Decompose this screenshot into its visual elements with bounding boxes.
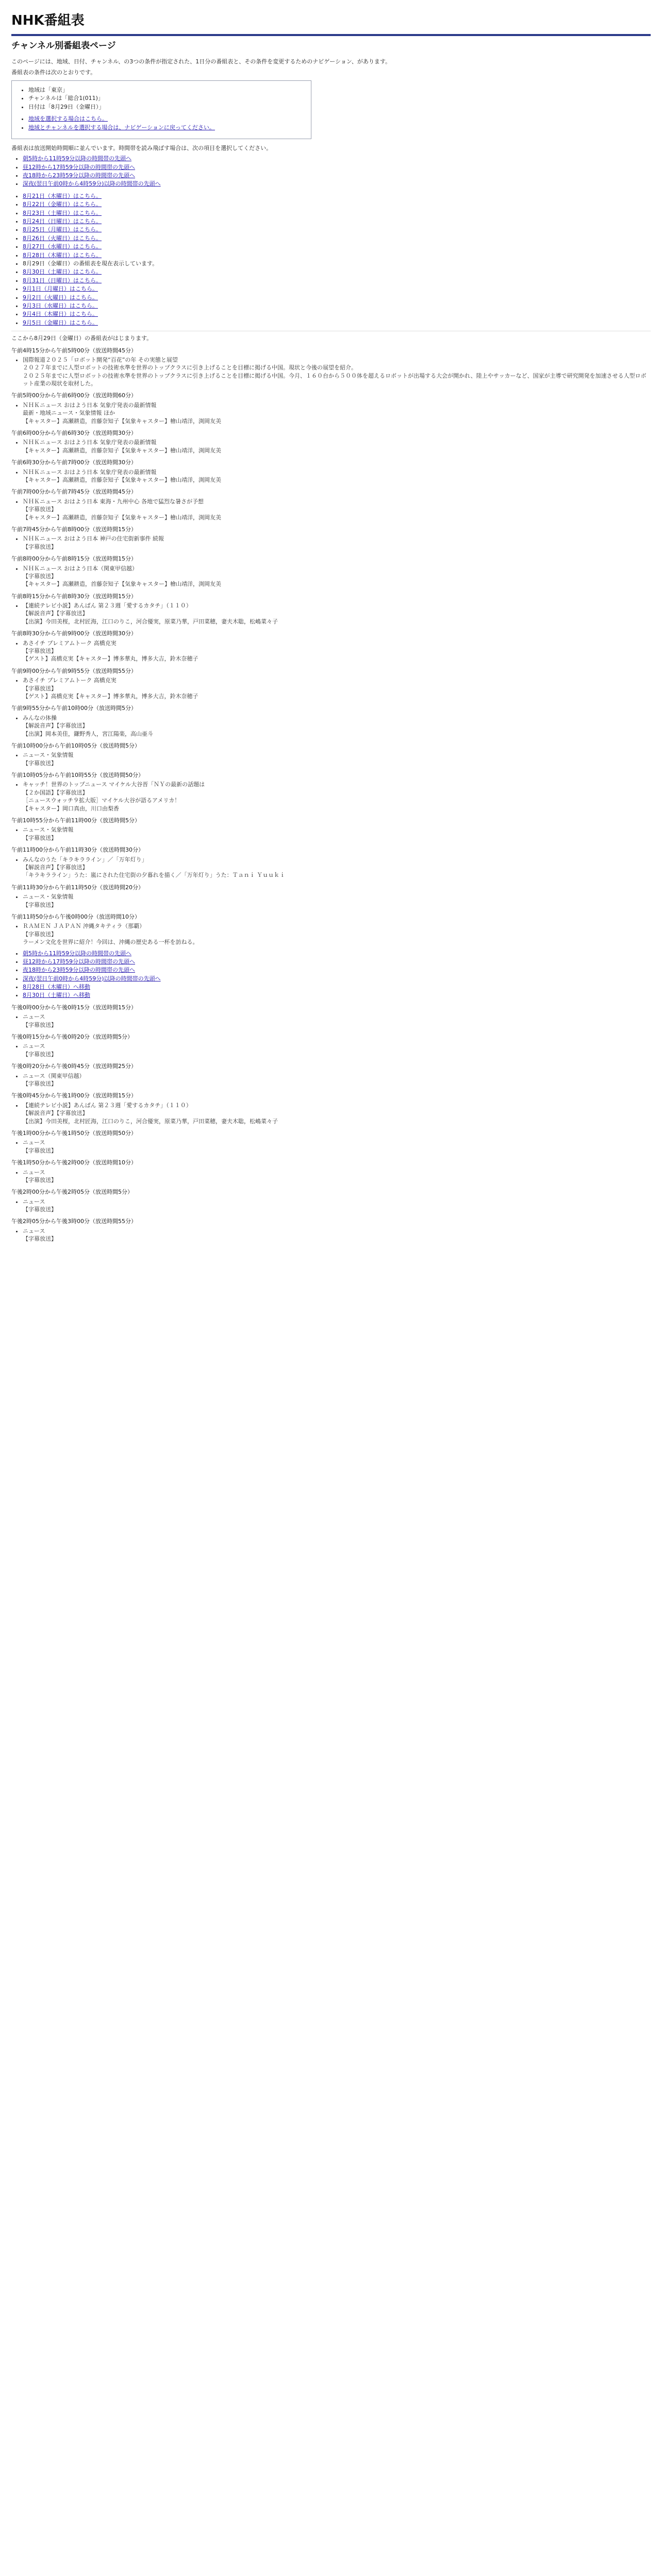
jump-evening-link[interactable]: 夜18時から23時59分以降の時間帯の先頭へ [23, 967, 135, 974]
program-detail [23, 1072, 651, 1088]
date-link[interactable]: 9月5日（金曜日）はこちら。 [23, 319, 98, 326]
program-description: 【字幕放送】 [23, 1206, 57, 1213]
program-detail-list [11, 1042, 651, 1058]
date-nav-item [23, 319, 651, 327]
program-time: 午前10時55分から午前11時00分（放送時間5分） [11, 817, 140, 824]
date-link[interactable]: 8月25日（月曜日）はこちら。 [23, 226, 102, 233]
page-title: NHK番組表 [11, 13, 85, 28]
program-description: ［ニュースウォッチ９拡大版］マイケル大谷が語るアメリカ！ [23, 797, 180, 804]
date-nav-item [23, 209, 651, 217]
program-description: 【字幕放送】 [23, 648, 57, 655]
program-title: • ＲＡＭＥＮ ＪＡＰＡＮ 沖縄タキティラ（那覇） [23, 923, 145, 930]
program-entry [11, 1217, 651, 1243]
current-date-label: 8月29日（金曜日）の番組表を現在表示しています。 [23, 260, 158, 267]
program-description: 【字幕放送】 [23, 834, 57, 841]
time-nav-list-bottom [11, 950, 651, 999]
date-nav-item [23, 192, 651, 200]
program-description: ２０２７年までに人型ロボットの技術水準を世界のトップクラスに引き上げることを目標に掲げる中国。現状と今後の展望を紹介。 [23, 364, 357, 371]
time-nav-item [23, 958, 651, 965]
date-nav-list [11, 192, 651, 327]
program-description: 【字幕放送】 [23, 1235, 57, 1243]
condition-link-item [28, 115, 306, 123]
date-nav-item [23, 200, 651, 208]
program-detail-list [11, 714, 651, 738]
time-nav-item [23, 180, 651, 188]
program-entry [11, 1129, 651, 1155]
program-time: 午後0時20分から午後0時45分（放送時間25分） [11, 1063, 137, 1070]
program-detail [23, 602, 651, 625]
program-time: 午前11時00分から午前11時30分（放送時間30分） [11, 846, 144, 854]
program-title: • ニュース（関東甲信越） [23, 1072, 85, 1079]
program-detail [23, 1101, 651, 1125]
program-entry [11, 1092, 651, 1125]
program-description: 【解説音声】【字幕放送】 [23, 610, 88, 617]
program-title: • あさイチ プレミアムトーク 高橋克実 [23, 639, 117, 647]
previous-day-link[interactable]: 8月28日（木曜日）へ移動 [23, 984, 90, 991]
program-entry [11, 884, 651, 909]
program-detail-list [11, 1101, 651, 1125]
program-title: • ニュース [23, 1043, 45, 1050]
program-detail-list [11, 893, 651, 909]
date-link[interactable]: 8月31日（日曜日）はこちら。 [23, 277, 102, 284]
page-subtitle: チャンネル別番組表ページ [11, 41, 116, 52]
program-description: 【字幕放送】 [23, 572, 57, 580]
program-description: 【字幕放送】 [23, 759, 57, 767]
date-nav-item [23, 268, 651, 276]
program-time: 午前9時55分から午前10時00分（放送時間5分） [11, 705, 137, 712]
program-entry [11, 1159, 651, 1184]
jump-evening-link[interactable]: 夜18時から23時59分以降の時間帯の先頭へ [23, 172, 135, 179]
program-description: 【キャスター】高瀬耕造，首藤奈知子【気象キャスター】檜山靖洋，渕岡友美 [23, 447, 221, 454]
program-title: • ＮＨＫニュース おはよう日本 東海・九州中心 各地で猛烈な暑さが予想 [23, 498, 204, 505]
conditions-box [11, 80, 311, 139]
program-list-afternoon [11, 1004, 651, 1243]
program-entry [11, 1004, 651, 1029]
program-detail [23, 565, 651, 588]
program-detail [23, 856, 651, 879]
next-day-link[interactable]: 8月30日（土曜日）へ移動 [23, 992, 90, 999]
date-nav-item [23, 302, 651, 310]
program-detail [23, 1139, 651, 1155]
condition-item: • 地域は「東京」 [28, 86, 306, 94]
program-time: 午前11時30分から午前11時50分（放送時間20分） [11, 884, 144, 891]
program-detail [23, 438, 651, 454]
program-description: 【字幕放送】 [23, 506, 57, 513]
program-entry [11, 667, 651, 701]
program-title: • ニュース [23, 1139, 45, 1146]
program-detail-list [11, 781, 651, 812]
jump-morning-link[interactable]: 朝5時から11時59分以降の時間帯の先頭へ [23, 950, 131, 957]
program-detail-list [11, 468, 651, 484]
program-time: 午後0時45分から午後1時00分（放送時間15分） [11, 1092, 137, 1099]
program-entry [11, 347, 651, 388]
date-link[interactable]: 9月2日（火曜日）はこちら。 [23, 294, 98, 301]
title-rule [11, 34, 651, 36]
date-link[interactable]: 9月3日（水曜日）はこちら。 [23, 302, 98, 309]
program-time: 午前10時05分から午前10時55分（放送時間50分） [11, 772, 144, 779]
date-link[interactable]: 8月30日（土曜日）はこちら。 [23, 268, 102, 276]
program-title: • ニュース [23, 1198, 45, 1205]
program-time: 午前7時45分から午前8時00分（放送時間15分） [11, 526, 137, 533]
time-nav-item [23, 163, 651, 171]
program-detail [23, 893, 651, 909]
program-description: 【字幕放送】 [23, 543, 57, 550]
program-title: • 国際報道２０２５「ロボット開発“百花”の年 その実態と展望 [23, 356, 178, 363]
program-detail [23, 714, 651, 738]
date-link[interactable]: 8月28日（木曜日）はこちら。 [23, 251, 102, 259]
program-entry [11, 1188, 651, 1213]
date-link[interactable]: 9月4日（木曜日）はこちら。 [23, 311, 98, 318]
program-title: • 【連続テレビ小説】あんぱん 第２３週「愛するカタチ」（１１０） [23, 1101, 192, 1109]
condition-item: • 日付は「8月29日（金曜日）」 [28, 103, 306, 111]
program-detail-list [11, 1168, 651, 1184]
time-nav-item [23, 975, 651, 982]
program-detail [23, 535, 651, 551]
program-time: 午前4時15分から午前5時00分（放送時間45分） [11, 347, 137, 354]
jump-late-night-link[interactable]: 深夜(翌日午前0時から4時59分)以降の時間帯の先頭へ [23, 975, 161, 982]
date-nav-item [23, 243, 651, 250]
program-entry [11, 526, 651, 551]
program-list-morning [11, 347, 651, 946]
date-link[interactable]: 8月22日（金曜日）はこちら。 [23, 201, 102, 208]
time-nav-list [11, 155, 651, 188]
program-time: 午後1時50分から午後2時00分（放送時間10分） [11, 1159, 137, 1166]
program-detail-list [11, 602, 651, 625]
program-detail [23, 401, 651, 425]
program-detail [23, 356, 651, 388]
program-description: 【ゲスト】高橋克実【キャスター】博多華丸，博多大吉，鈴木奈穂子 [23, 655, 198, 663]
program-description: 【キャスター】高瀬耕造，首藤奈知子【気象キャスター】檜山靖洋，渕岡友美 [23, 514, 221, 521]
program-detail-list [11, 356, 651, 388]
program-time: 午前6時00分から午前6時30分（放送時間30分） [11, 430, 137, 437]
program-title: • みんなのうた「キラキラライン」／「万年灯り」 [23, 856, 147, 863]
program-description: 「キラキラライン」うた：嵐にされた住宅街の夕暮れを描く／「万年灯り」うた：Ｔａｎｉ Ｙｕｕｋｉ [23, 872, 286, 879]
condition-links [17, 115, 306, 131]
program-description: 【２か国語】【字幕放送】 [23, 789, 88, 796]
program-title: • ニュース・気象情報 [23, 752, 74, 759]
program-entry [11, 913, 651, 946]
program-entry [11, 592, 651, 626]
program-description: 【字幕放送】 [23, 1147, 57, 1154]
program-detail-list [11, 1013, 651, 1029]
program-entry [11, 1062, 651, 1088]
program-description: 【キャスター】高瀬耕造，首藤奈知子【気象キャスター】檜山靖洋，渕岡友美 [23, 581, 221, 588]
program-title: • ＮＨＫニュース おはよう日本 気象庁発表の最新情報 [23, 401, 157, 409]
date-nav-item [23, 226, 651, 233]
program-detail-list [11, 826, 651, 842]
program-description: 【キャスター】岡口真由，川口由梨香 [23, 805, 119, 812]
date-link[interactable]: 8月21日（木曜日）はこちら。 [23, 192, 102, 199]
program-detail-list [11, 535, 651, 551]
program-entry [11, 846, 651, 879]
program-time: 午前6時30分から午前7時00分（放送時間30分） [11, 459, 137, 466]
program-title: • ＮＨＫニュース おはよう日本（関東甲信越） [23, 565, 138, 572]
program-detail [23, 1227, 651, 1243]
program-detail-list [11, 751, 651, 767]
program-description: 【字幕放送】 [23, 1021, 57, 1028]
time-nav-item [23, 983, 651, 991]
program-detail-list [11, 639, 651, 663]
program-entry [11, 488, 651, 521]
conditions-heading: 番組表の条件は次のとおりです。 [11, 69, 96, 76]
program-entry [11, 817, 651, 842]
list-start-text: ここから8月29日（金曜日）の番組表がはじまります。 [11, 335, 153, 342]
program-time: 午後0時15分から午後0時20分（放送時間5分） [11, 1033, 133, 1041]
jump-afternoon-link[interactable]: 昼12時から17時59分以降の時間帯の先頭へ [23, 958, 135, 965]
date-nav-item [23, 277, 651, 284]
date-nav-item [23, 217, 651, 225]
program-time: 午前8時15分から午前8時30分（放送時間15分） [11, 592, 137, 600]
date-link[interactable]: 9月1日（月曜日）はこちら。 [23, 285, 98, 293]
program-detail-list [11, 1198, 651, 1214]
conditions-list [17, 86, 306, 111]
date-link[interactable]: 8月24日（日曜日）はこちら。 [23, 218, 102, 225]
date-nav-item [23, 251, 651, 259]
select-region-link[interactable]: 地域を選択する場合はこちら。 [28, 115, 108, 123]
program-detail-list [11, 922, 651, 946]
program-detail [23, 1013, 651, 1029]
program-description: 【字幕放送】 [23, 1050, 57, 1058]
program-detail-list [11, 1072, 651, 1088]
program-description: 【キャスター】高瀬耕造，首藤奈知子【気象キャスター】檜山靖洋，渕岡友美 [23, 476, 221, 483]
program-detail-list [11, 565, 651, 588]
program-description: 【ゲスト】高橋克実【キャスター】博多華丸，博多大吉，鈴木奈穂子 [23, 692, 198, 700]
program-time: 午前10時00分から午前10時05分（放送時間5分） [11, 742, 140, 749]
program-description: 【解説音声】【字幕放送】 [23, 722, 88, 730]
program-detail-list [11, 1227, 651, 1243]
program-title: • ニュース・気象情報 [23, 893, 74, 901]
program-detail [23, 468, 651, 484]
program-title: • キャッチ！世界のトップニュース マイケル大谷晋「ＮＹの最新の話題は [23, 781, 205, 788]
program-entry [11, 704, 651, 738]
jump-late-night-link[interactable]: 深夜(翌日午前0時から4時59分)以降の時間帯の先頭へ [23, 180, 161, 188]
program-entry [11, 429, 651, 454]
program-detail [23, 639, 651, 663]
program-description: 【解説音声】【字幕放送】 [23, 1110, 88, 1117]
program-title: • ニュース [23, 1013, 45, 1021]
program-detail [23, 498, 651, 521]
program-description: 【字幕放送】 [23, 1176, 57, 1183]
program-time: 午前7時00分から午前7時45分（放送時間45分） [11, 488, 137, 496]
program-detail-list [11, 1139, 651, 1155]
time-nav-item [23, 155, 651, 162]
program-detail [23, 1042, 651, 1058]
program-title: • ニュース [23, 1227, 45, 1234]
date-nav-item [23, 285, 651, 293]
program-description: 【出演】岡本美佳，鎌野秀人，宮江陽楽，高山亜斗 [23, 730, 153, 737]
program-description: 【字幕放送】 [23, 1080, 57, 1087]
back-to-navigation-link[interactable]: 地域とチャンネルを選択する場合は、ナビゲーションに戻ってください。 [28, 124, 215, 131]
intro-text: このページには、地域、日付、チャンネル、の3つの条件が指定された、1日分の番組表と、その条件を変更するためのナビゲーション、があります。 [11, 58, 391, 65]
program-time: 午前11時50分から午後0時00分（放送時間10分） [11, 913, 140, 920]
condition-link-item [28, 124, 306, 131]
condition-item: • チャンネルは「総合1(011)」 [28, 94, 306, 102]
program-title: • ＮＨＫニュース おはよう日本 気象庁発表の最新情報 [23, 439, 157, 446]
date-nav-item [23, 234, 651, 242]
program-detail [23, 1168, 651, 1184]
program-detail-list [11, 498, 651, 521]
program-title: • みんなの体操 [23, 714, 57, 721]
program-time: 午前8時00分から午前8時15分（放送時間15分） [11, 555, 137, 563]
date-link[interactable]: 8月23日（土曜日）はこちら。 [23, 209, 102, 216]
program-detail [23, 922, 651, 946]
program-time: 午後0時00分から午後0時15分（放送時間15分） [11, 1004, 137, 1011]
program-description: 最新・地域ニュース・気象情報 ほか [23, 410, 115, 417]
program-detail-list [11, 856, 651, 879]
program-entry [11, 392, 651, 425]
program-time: 午後2時00分から午後2時05分（放送時間5分） [11, 1189, 133, 1196]
program-description: 【字幕放送】 [23, 930, 57, 938]
date-nav-item [23, 294, 651, 301]
program-description: 【字幕放送】 [23, 901, 57, 908]
program-time: 午前9時00分から午前9時55分（放送時間55分） [11, 667, 137, 674]
program-detail-list [11, 401, 651, 425]
program-entry [11, 771, 651, 812]
program-entry [11, 555, 651, 588]
program-entry [11, 459, 651, 484]
program-description: ラーメン文化を世界に紹介！今回は、沖縄の歴史ある一杯を訪ねる。 [23, 939, 198, 946]
program-description: 【キャスター】高瀬耕造，首藤奈知子【気象キャスター】檜山靖洋，渕岡友美 [23, 417, 221, 425]
program-detail [23, 781, 651, 812]
program-time: 午後2時05分から午後3時00分（放送時間55分） [11, 1218, 137, 1225]
time-nav-item [23, 966, 651, 974]
date-nav-item [23, 260, 651, 267]
program-entry [11, 742, 651, 767]
time-nav-heading: 番組表は放送開始時間順に並んでいます。時間帯を読み飛ばす場合は、次の項目を選択してください。 [11, 144, 272, 151]
program-time: 午前5時00分から午前6時00分（放送時間60分） [11, 392, 137, 399]
program-detail-list [11, 438, 651, 454]
time-nav-item [23, 172, 651, 179]
program-title: • 【連続テレビ小説】あんぱん 第２３週「愛するカタチ」（１１０） [23, 602, 192, 609]
program-time: 午前8時30分から午前9時00分（放送時間30分） [11, 630, 137, 637]
date-link[interactable]: 8月26日（火曜日）はこちら。 [23, 234, 102, 242]
program-title: • ニュース・気象情報 [23, 826, 74, 834]
program-entry [11, 1033, 651, 1058]
program-description: 【解説音声】【字幕放送】 [23, 864, 88, 871]
date-nav-item [23, 310, 651, 318]
program-detail [23, 826, 651, 842]
program-description: 【出演】今田美桜，北村匠海，江口のりこ，河合優実，原菜乃華，戸田菜穂，妻夫木聡，松嶋菜々子 [23, 618, 278, 625]
program-description: 【出演】今田美桜，北村匠海，江口のりこ，河合優実，原菜乃華，戸田菜穂，妻夫木聡，松嶋菜々子 [23, 1117, 278, 1125]
date-link[interactable]: 8月27日（水曜日）はこちら。 [23, 243, 102, 250]
program-title: • ＮＨＫニュース おはよう日本 気象庁発表の最新情報 [23, 468, 157, 476]
time-nav-item [23, 991, 651, 999]
program-description: ２０２５年までに人型ロボットの技術水準を世界のトップクラスに引き上げることを目標に掲げる中国。今月、１６０台から５００体を超えるロボットが出場する大会が開かれ、陸上やサッカーなど、国家が主導で研究開発を加速させる人型ロボット産業の現状を取材した。 [23, 372, 647, 387]
program-title: • あさイチ プレミアムトーク 高橋克実 [23, 677, 117, 684]
jump-afternoon-link[interactable]: 昼12時から17時59分以降の時間帯の先頭へ [23, 163, 135, 171]
program-detail-list [11, 676, 651, 700]
program-title: • ニュース [23, 1168, 45, 1176]
jump-morning-link[interactable]: 朝5時から11時59分以降の時間帯の先頭へ [23, 155, 131, 162]
program-title: • ＮＨＫニュース おはよう日本 神戸の住宅街新事件 続報 [23, 535, 164, 543]
program-detail [23, 676, 651, 700]
program-detail [23, 1198, 651, 1214]
program-description: 【字幕放送】 [23, 685, 57, 692]
program-detail [23, 751, 651, 767]
program-time: 午後1時00分から午後1時50分（放送時間50分） [11, 1129, 137, 1137]
time-nav-item [23, 950, 651, 957]
program-entry [11, 630, 651, 663]
